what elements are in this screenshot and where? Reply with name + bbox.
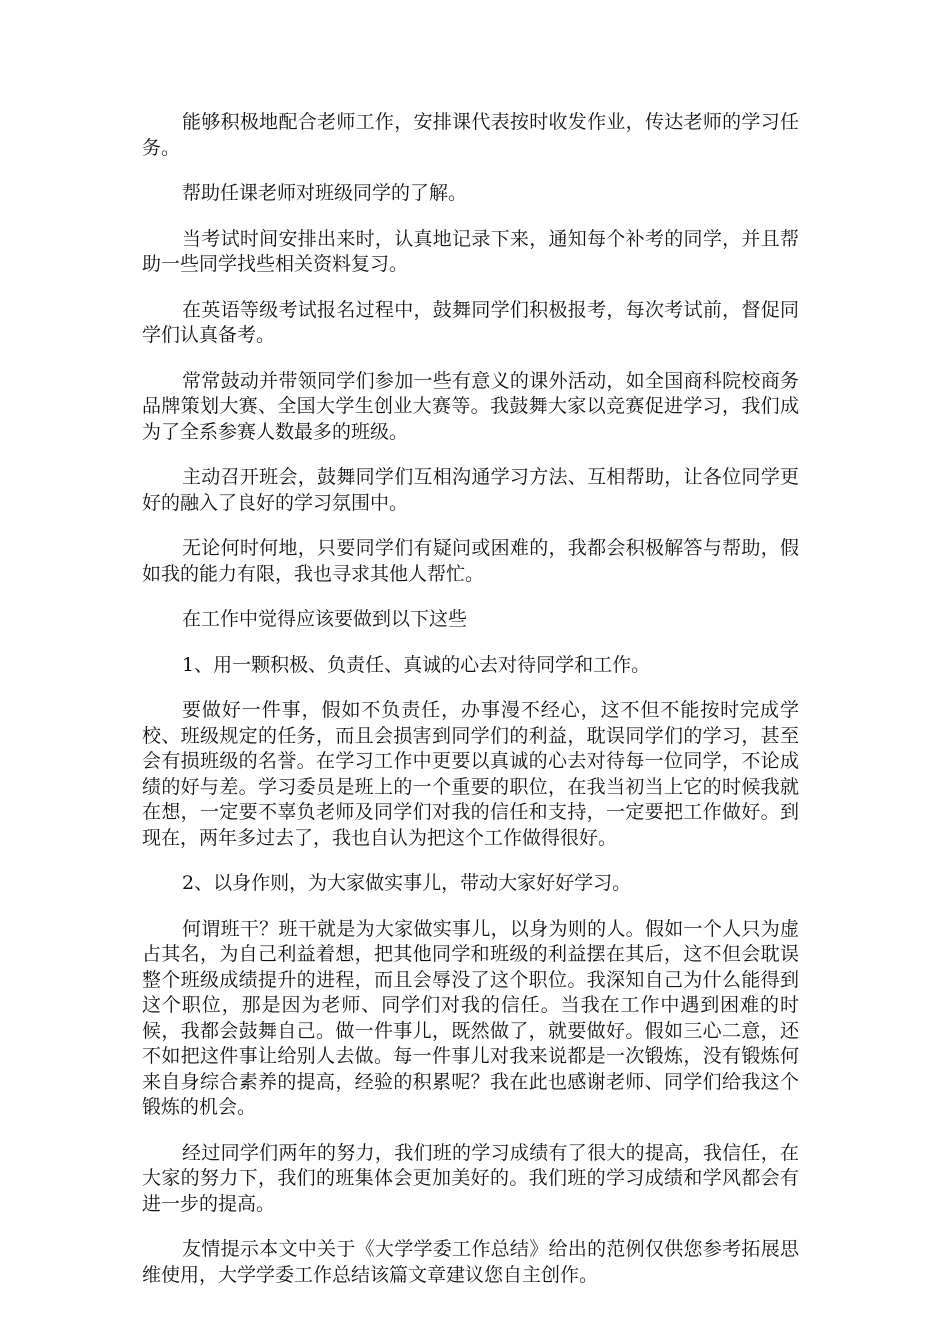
- paragraph-4: 在英语等级考试报名过程中，鼓舞同学们积极报考，每次考试前，督促同学们认真备考。: [142, 298, 799, 346]
- paragraph-14: 友情提示本文中关于《大学学委工作总结》给出的范例仅供您参考拓展思维使用，大学学委工作总结该篇文章建议您自主创作。: [142, 1238, 799, 1286]
- paragraph-10: 要做好一件事，假如不负责任，办事漫不经心，这不但不能按时完成学校、班级规定的任务，而且会损害到同学们的利益，耽误同学们的学习，甚至会有损班级的名誉。在学习工作中更要以真诚的心去对待每一位同学，不论成绩的好与差。学习委员是班上的一个重要的职位，在我当初当上它的时候我就在想，一定要不辜负老师及同学们对我的信任和支持，一定要把工作做好。到现在，两年多过去了，我也自认为把这个工作做得很好。: [142, 699, 799, 849]
- paragraph-11: 2、以身作则，为大家做实事儿，带动大家好好学习。: [182, 872, 632, 894]
- paragraph-3: 当考试时间安排出来时，认真地记录下来，通知每个补考的同学，并且帮助一些同学找些相关资料复习。: [142, 227, 799, 275]
- paragraph-2: 帮助任课老师对班级同学的了解。: [182, 182, 468, 204]
- paragraph-6: 主动召开班会，鼓舞同学们互相沟通学习方法、互相帮助，让各位同学更好的融入了良好的学习氛围中。: [142, 466, 799, 514]
- paragraph-8: 在工作中觉得应该要做到以下这些: [182, 608, 468, 630]
- document-body: [142, 110, 799, 1308]
- paragraph-12: 何谓班干？班干就是为大家做实事儿，以身为则的人。假如一个人只为虚占其名，为自己利益着想，把其他同学和班级的利益摆在其后，这不但会耽误整个班级成绩提升的进程，而且会辱没了这个职位。我深知自己为什么能得到这个职位，那是因为老师、同学们对我的信任。当我在工作中遇到困难的时候，我都会鼓舞自己。做一件事儿，既然做了，就要做好。假如三心二意，还不如把这件事让给别人去做。每一件事儿对我来说都是一次锻炼，没有锻炼何来自身综合素养的提高，经验的积累呢？我在此也感谢老师、同学们给我这个锻炼的机会。: [142, 917, 799, 1118]
- paragraph-9: 1、用一颗积极、负责任、真诚的心去对待同学和工作。: [182, 653, 651, 676]
- paragraph-1: 能够积极地配合老师工作，安排课代表按时收发作业，传达老师的学习任务。: [142, 111, 799, 159]
- paragraph-7: 无论何时何地，只要同学们有疑问或困难的，我都会积极解答与帮助，假如我的能力有限，我也寻求其他人帮忙。: [142, 537, 799, 585]
- paragraph-5: 常常鼓动并带领同学们参加一些有意义的课外活动，如全国商科院校商务品牌策划大赛、全国大学生创业大赛等。我鼓舞大家以竞赛促进学习，我们成为了全系参赛人数最多的班级。: [142, 369, 799, 443]
- paragraph-13: 经过同学们两年的努力，我们班的学习成绩有了很大的提高，我信任，在大家的努力下，我们的班集体会更加美好的。我们班的学习成绩和学风都会有进一步的提高。: [142, 1141, 799, 1215]
